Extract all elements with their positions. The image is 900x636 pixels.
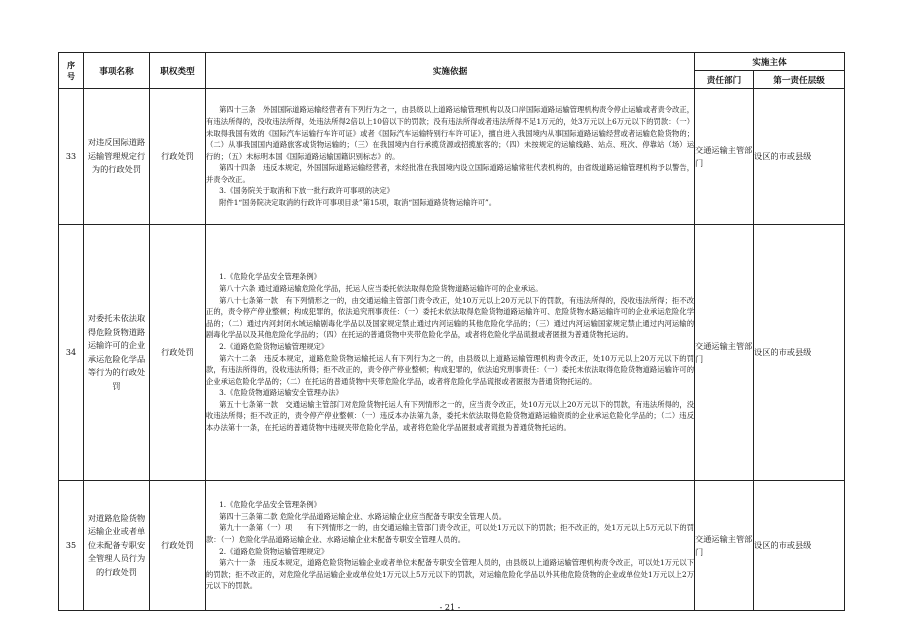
row-basis <box>206 481 695 611</box>
basis-paragraph: 2.《道路危险货物运输管理规定》 <box>219 546 329 556</box>
row-item-name: 对道路危险货物运输企业或者单位未配备专职安全管理人员行为的行政处罚 <box>84 481 150 611</box>
row-level: 设区的市或县级 <box>754 225 845 481</box>
basis-paragraph: 第四十四条 违反本规定，外国国际道路运输经营者，未经批准在我国境内设立国际道路运输常驻代表机构的，由省级道路运输管理机构予以警告，并责令改正。 <box>206 163 694 184</box>
basis-paragraph: 第八十六条 通过道路运输危险化学品，托运人应当委托依法取得危险货物道路运输许可的企业承运。 <box>219 283 543 293</box>
basis-paragraph: 2.《道路危险货物运输管理规定》 <box>219 341 329 351</box>
header-seq <box>59 53 84 89</box>
header-dept: 责任部门 <box>695 71 754 89</box>
row-seq: 33 <box>59 89 84 225</box>
row-power-type: 行政处罚 <box>150 225 206 481</box>
page-number: - 21 - <box>439 603 461 612</box>
basis-paragraph: 3.《国务院关于取消和下放一批行政许可事项的决定》 <box>219 186 394 196</box>
table-row <box>59 481 845 611</box>
row-seq: 34 <box>59 225 84 481</box>
header-basis: 实施依据 <box>206 53 695 89</box>
basis-paragraph: 第九十一条第（一）项 有下列情形之一的，由交通运输主管部门责令改正，可以处1万元以下的罚款；拒不改正的，处1万元以上5万元以下的罚款：（一）危险化学品道路运输企业、水路运输企业未配备专职安全管理人员的。 <box>206 523 694 544</box>
basis-paragraph: 第四十三条第二款 危险化学品道路运输企业、水路运输企业应当配备专职安全管理人员。 <box>219 511 507 521</box>
row-basis <box>206 89 695 225</box>
basis-paragraph: 1.《危险化学品安全管理条例》 <box>219 272 321 282</box>
row-power-type: 行政处罚 <box>150 481 206 611</box>
row-dept: 交通运输主管部门 <box>695 89 754 225</box>
row-level: 设区的市或县级 <box>754 481 845 611</box>
row-level: 设区的市或县级 <box>754 89 845 225</box>
basis-paragraph: 第六十一条 违反本规定，道路危险货物运输企业或者单位未配备专职安全管理人员的，由县级以上道路运输管理机构责令改正，可以处1万元以下的罚款；拒不改正的，对危险化学品运输企业或单位处1万元以上5万元以下的罚款，对运输危险化学品以外其他危险货物的企业或单位处1万元以上2万元以下的罚款。 <box>206 558 694 591</box>
row-dept: 交通运输主管部门 <box>695 481 754 611</box>
row-basis <box>206 225 695 481</box>
table-row <box>59 225 845 481</box>
row-power-type: 行政处罚 <box>150 89 206 225</box>
row-dept: 交通运输主管部门 <box>695 225 754 481</box>
basis-paragraph: 第四十三条 外国国际道路运输经营者有下列行为之一，由县级以上道路运输管理机构以及口岸国际道路运输管理机构责令停止运输或者责令改正，有违法所得的，没收违法所得，处违法所得2倍以上10倍以下的罚款；没有违法所得或者违法所得不足1万元的，处3万元以上6万元以下的罚款：（一）未取得我国有效的《国际汽车运输行车许可证》或者《国际汽车运输特别行车许可证》，擅自进入我国境内从事国际道路运输经营或者运输危险货物的；（二）从事我国国内道路旅客或货物运输的；（三）在我国境内自行承揽货源或招揽旅客的；（四）未按规定的运输线路、站点、班次、停靠站（场）运行的；（五）未标明本国《国际道路运输国籍识别标志》的。 <box>206 105 694 161</box>
row-item-name: 对违反国际道路运输管理规定行为的行政处罚 <box>84 89 150 225</box>
basis-paragraph: 3.《危险货物道路运输安全管理办法》 <box>219 388 343 398</box>
header-seq-label: 序号 <box>67 60 75 81</box>
enforcement-table <box>58 52 845 611</box>
table-row <box>59 89 845 225</box>
header-level: 第一责任层级 <box>754 71 845 89</box>
header-row <box>59 53 845 71</box>
basis-paragraph: 第八十七条第一款 有下列情形之一的，由交通运输主管部门责令改正，处10万元以上20万元以下的罚款，有违法所得的，没收违法所得；拒不改正的，责令停产停业整顿；构成犯罪的，依法追究刑事责任：（一）委托未依法取得危险货物道路运输许可、危险货物水路运输许可的企业承运危险化学品的；（二）通过内河封闭水域运输剧毒化学品以及国家规定禁止通过内河运输的其他危险化学品的；（三）通过内河运输国家规定禁止通过内河运输的剧毒化学品以及其他危险化学品的；（四）在托运的普通货物中夹带危险化学品，或者将危险化学品谎报或者匿报为普通货物托运的。 <box>206 295 694 340</box>
basis-paragraph: 附件1“国务院决定取消的行政许可事项目录”第15项，取消“国际道路货物运输许可”。 <box>219 198 497 208</box>
header-subject: 实施主体 <box>695 53 845 71</box>
basis-paragraph: 第五十七条第一款 交通运输主管部门对危险货物托运人有下列情形之一的，应当责令改正，处10万元以上20万元以下的罚款，有违法所得的，没收违法所得；拒不改正的，责令停产停业整顿：（一）违反本办法第九条，委托未依法取得危险货物道路运输资质的企业承运危险化学品的；（二）违反本办法第十一条，在托运的普通货物中违规夹带危险化学品，或者将危险化学品匿报或者谎报为普通货物托运的。 <box>206 399 694 433</box>
basis-paragraph: 第六十二条 违反本规定，道路危险货物运输托运人有下列行为之一的，由县级以上道路运输管理机构责令改正，处10万元以上20万元以下的罚款，有违法所得的，没收违法所得；拒不改正的，责令停产停业整顿；构成犯罪的，依法追究刑事责任：（一）委托未依法取得危险货物道路运输许可的企业承运危险化学品的；（二）在托运的普通货物中夹带危险化学品，或者将危险化学品谎报或者匿报为普通货物托运的。 <box>206 353 694 386</box>
row-seq: 35 <box>59 481 84 611</box>
header-item-name: 事项名称 <box>84 53 150 89</box>
row-item-name: 对委托未依法取得危险货物道路运输许可的企业承运危险化学品等行为的行政处罚 <box>84 225 150 481</box>
basis-paragraph: 1.《危险化学品安全管理条例》 <box>219 500 321 510</box>
header-power-type: 职权类型 <box>150 53 206 89</box>
